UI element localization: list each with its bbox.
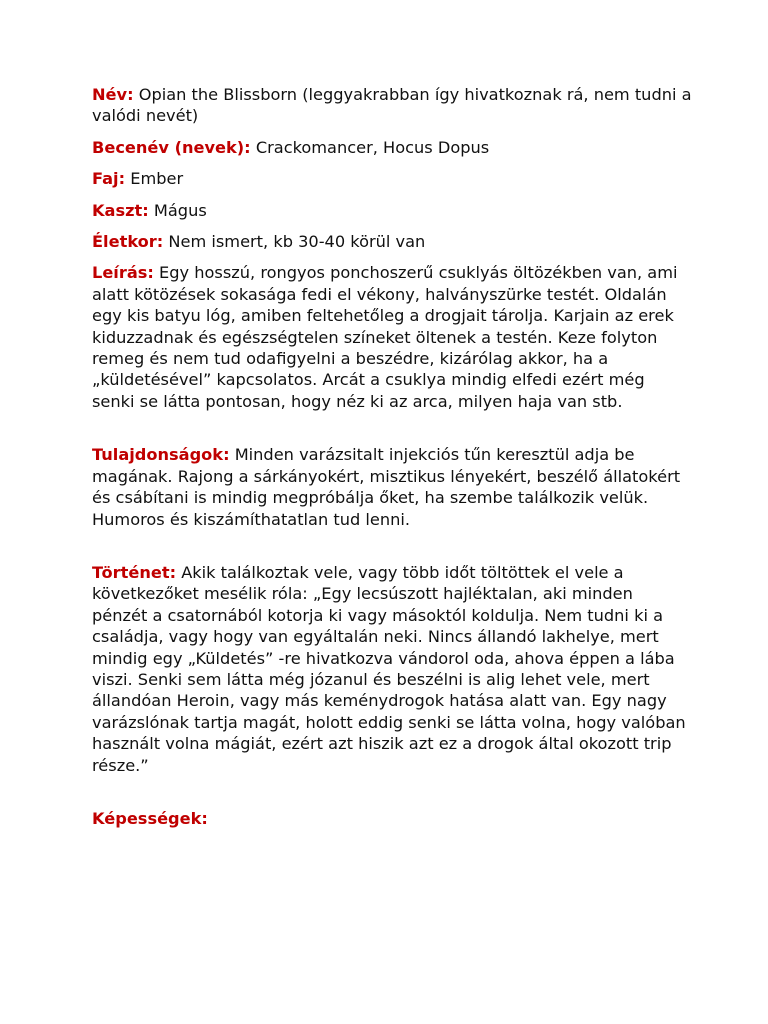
traits-label: Tulajdonságok: xyxy=(92,445,230,465)
field-story xyxy=(92,562,692,776)
field-name xyxy=(92,84,692,127)
description-value: Egy hosszú, rongyos ponchoszerű csuklyás öltözékben van, ami alatt kötözések sokasága fedi el vékony, halványszürke testét. Oldalán egy kis batyu lóg, amiben feltehetőleg a drogjait tárolja. Karjain az erek kiduzzadnak és egészségtelen színeket öltenek a testén. Keze folyton remeg és nem tud odafigyelni a beszédre, kizárólag akkor, ha a „küldetésével” kapcsolatos. Arcát a csuklya mindig elfedi ezért még senki se látta pontosan, hogy néz ki az arca, milyen haja van stb. xyxy=(92,263,678,411)
race-label: Faj: xyxy=(92,169,126,189)
traits-value: Minden varázsitalt injekciós tűn keresztül adja be magának. Rajong a sárkányokért, misztikus lényekért, beszélő állatokért és csábítani is mindig megpróbálja őket, ha szembe találkozik velük. Humoros és kiszámíthatatlan tud lenni. xyxy=(92,445,681,529)
field-traits xyxy=(92,444,692,530)
field-abilities xyxy=(92,808,692,829)
name-value: Opian the Blissborn (leggyakrabban így hivatkoznak rá, nem tudni a valódi nevét) xyxy=(92,85,692,126)
description-label: Leírás: xyxy=(92,263,154,283)
field-description xyxy=(92,262,692,412)
document-page xyxy=(92,84,692,829)
field-class xyxy=(92,200,692,221)
nicknames-label: Becenév (nevek): xyxy=(92,137,251,157)
class-value: Mágus xyxy=(153,200,207,220)
class-label: Kaszt: xyxy=(92,200,149,220)
field-age xyxy=(92,231,692,252)
name-label: Név: xyxy=(92,85,134,104)
age-label: Életkor: xyxy=(92,232,164,252)
field-nicknames xyxy=(92,137,692,158)
story-label: Történet: xyxy=(92,562,177,582)
nicknames-value: Crackomancer, Hocus Dopus xyxy=(255,137,490,157)
field-race xyxy=(92,168,692,189)
race-value: Ember xyxy=(130,169,184,189)
age-value: Nem ismert, kb 30-40 körül van xyxy=(168,232,426,252)
story-value: Akik találkoztak vele, vagy több időt töltöttek el vele a következőket mesélik róla: „Egy lecsúszott hajléktalan, aki minden pénzét a csatornából kotorja ki vagy másoktól koldulja. Nem tudni ki a családja, vagy hogy van egyáltalán neki. Nincs állandó lakhelye, mert mindig egy „Küldetés” -re hivatkozva vándorol oda, ahova éppen a lába viszi. Senki sem látta még józanul és beszélni is alig lehet vele, mert állandóan Heroin, vagy más keménydrogok hatása alatt van. Egy nagy varázslónak tartja magát, holott eddig senki se látta volna, hogy valóban használt volna mágiát, ezért azt hiszik azt ez a drogok által okozott trip része.” xyxy=(92,562,686,775)
abilities-label: Képességek: xyxy=(92,808,208,828)
